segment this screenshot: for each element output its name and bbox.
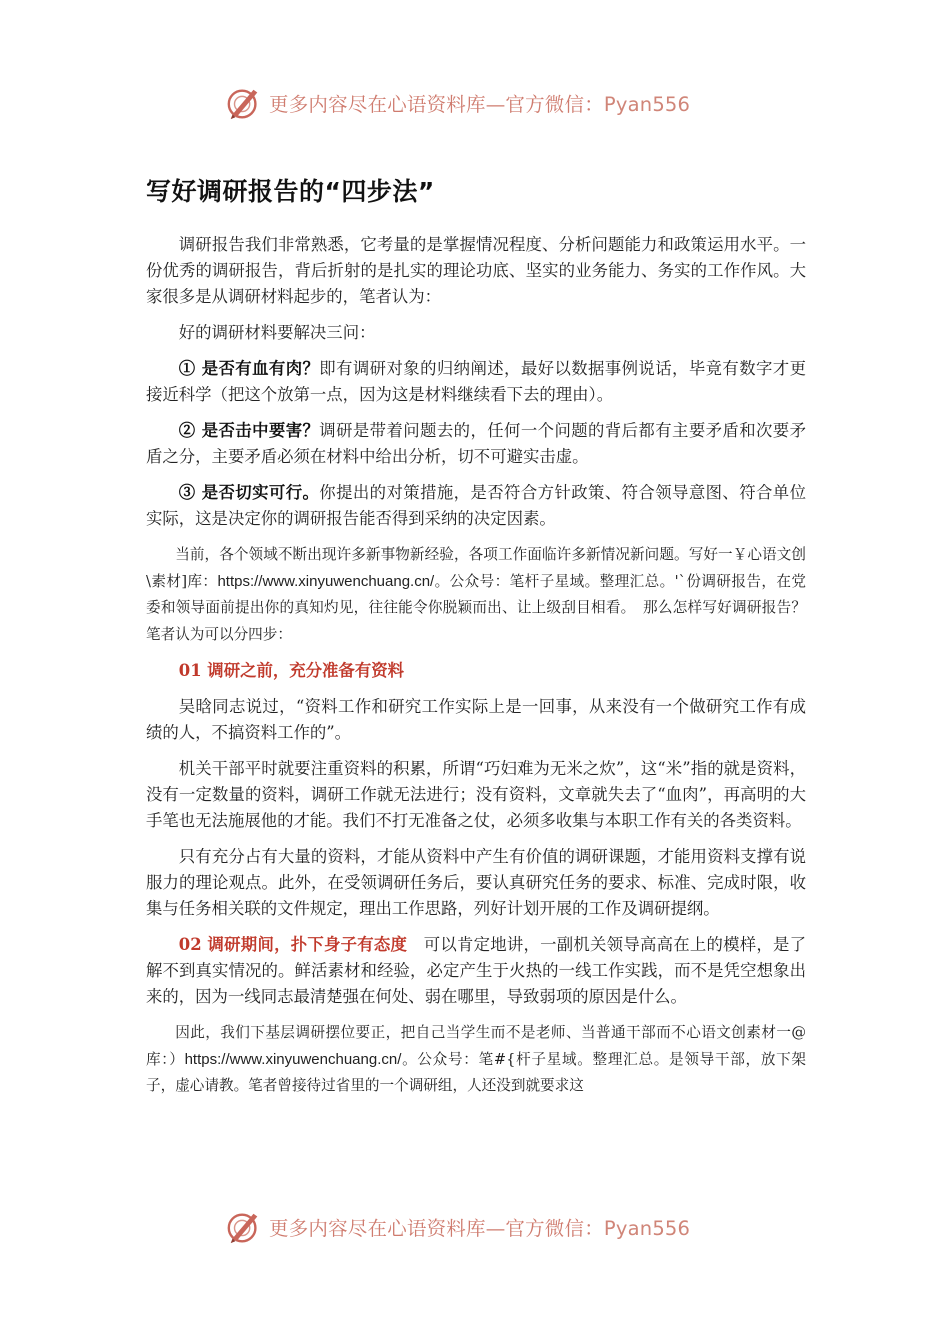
three-questions-lead: 好的调研材料要解决三问：: [178, 323, 376, 342]
question-2: ② 是否击中要害？调研是带着问题去的，任何一个问题的背后都有主要矛盾和次要矛盾之分，主要矛盾必须在材料中给出分析，切不可避实击虚。: [146, 421, 806, 466]
context-paragraph: 当前，各个领域不断出现许多新事物新经验，各项工作面临许多新情况新问题。写好一￥心语文创\素材]库：https://www.xinyuwenchuang.cn/。公众号：笔杆子星域。整理汇总。'`份调研报告，在党委和领导面前提出你的真知灼见，往往能令你脱颖而出、让上级刮目相看。 那么怎样写好调研报告？笔者认为可以分四步：: [146, 546, 806, 643]
banner-text: 更多内容尽在心语资料库—官方微信：Pyan556: [269, 93, 691, 116]
step-2-heading: 02 调研期间，扑下身子有态度: [178, 935, 408, 954]
source-link-2[interactable]: https://www.xinyuwenchuang.cn/: [184, 1050, 402, 1068]
step-2-paragraph-2: 因此，我们下基层调研摆位要正，把自己当学生而不是老师、当普通干部而不心语文创素材一@库：）https://www.xinyuwenchuang.cn/。公众号：笔#{杆子星域。整理汇总。是领导干部，放下架子，虚心请教。笔者曾接待过省里的一个调研组，人还没到就要求这: [146, 1024, 807, 1094]
document-title: 写好调研报告的“四步法”: [146, 177, 435, 206]
step-1-paragraph-1: 吴晗同志说过，“资料工作和研究工作实际上是一回事，从来没有一个做研究工作有成绩的人，不搞资料工作的”。: [146, 697, 806, 742]
pen-logo-icon: [225, 1208, 263, 1246]
step-1-heading: 01 调研之前，充分准备有资料: [178, 661, 404, 680]
header-banner: [225, 78, 745, 128]
step-1-paragraph-2: 机关干部平时就要注重资料的积累，所谓“巧妇难为无米之炊”，这“米”指的就是资料，没有一定数量的资料，调研工作就无法进行；没有资料，文章就失去了“血肉”，再高明的大手笔也无法施展他的才能。我们不打无准备之仗，必须多收集与本职工作有关的各类资料。: [146, 759, 806, 830]
source-link[interactable]: https://www.xinyuwenchuang.cn/: [217, 572, 435, 590]
step-1-paragraph-3: 只有充分占有大量的资料，才能从资料中产生有价值的调研课题，才能用资料支撑有说服力的理论观点。此外，在受领调研任务后，要认真研究任务的要求、标准、完成时限，收集与任务相关联的文件规定，理出工作思路，列好计划开展的工作及调研提纲。: [146, 847, 806, 918]
step-2-paragraph: 02 调研期间，扑下身子有态度 可以肯定地讲，一副机关领导高高在上的模样，是了解不到真实情况的。鲜活素材和经验，必定产生于火热的一线工作实践，而不是凭空想象出来的，因为一线同志最清楚强在何处、弱在哪里，导致弱项的原因是什么。: [146, 935, 807, 1006]
document-body: [146, 232, 806, 1110]
question-1: ① 是否有血有肉？即有调研对象的归纳阐述，最好以数据事例说话，毕竟有数字才更接近科学（把这个放第一点，因为这是材料继续看下去的理由）。: [146, 359, 806, 404]
banner-text: 更多内容尽在心语资料库—官方微信：Pyan556: [269, 1217, 691, 1240]
intro-paragraph: 调研报告我们非常熟悉，它考量的是掌握情况程度、分析问题能力和政策运用水平。一份优秀的调研报告，背后折射的是扎实的理论功底、坚实的业务能力、务实的工作作风。大家很多是从调研材料起步的，笔者认为：: [146, 235, 806, 306]
footer-banner: [225, 1202, 745, 1252]
question-3: ③ 是否切实可行。你提出的对策措施，是否符合方针政策、符合领导意图、符合单位实际，这是决定你的调研报告能否得到采纳的决定因素。: [146, 483, 806, 528]
pen-logo-icon: [225, 84, 263, 122]
